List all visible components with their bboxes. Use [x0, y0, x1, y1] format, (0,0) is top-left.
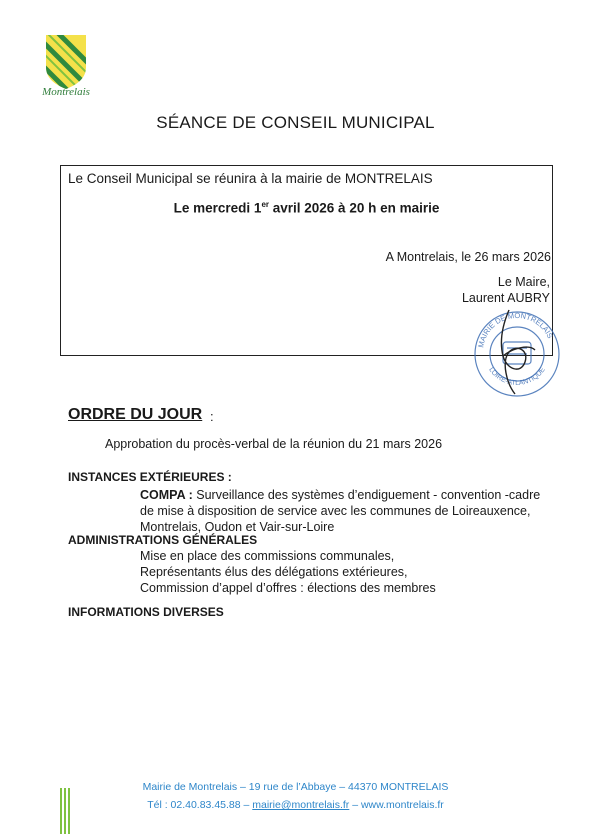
- section-title-informations: INFORMATIONS DIVERSES: [68, 605, 224, 619]
- mairie-stamp-signature: [473, 304, 561, 400]
- section-title-administrations: ADMINISTRATIONS GÉNÉRALES: [68, 533, 258, 547]
- agenda-item-compa: [140, 487, 550, 536]
- agenda-item: Commission d’appel d’offres : élections des membres: [140, 581, 436, 595]
- footer-contact: [0, 799, 591, 811]
- agenda-item: Mise en place des commissions communales,: [140, 549, 395, 563]
- footer-web[interactable]: – www.montrelais.fr: [349, 799, 444, 811]
- agenda-item: Représentants élus des délégations extérieures,: [140, 565, 408, 579]
- logo-text: Montrelais: [42, 86, 90, 98]
- page-title: SÉANCE DE CONSEIL MUNICIPAL: [156, 113, 435, 132]
- stamp-top-text: MAIRIE DE MONTRELAIS: [476, 310, 555, 349]
- agenda-item-compa-label: COMPA :: [140, 488, 193, 502]
- agenda-approbation: Approbation du procès-verbal de la réunion du 21 mars 2026: [105, 437, 443, 451]
- stamp-bottom-text: LOIRE-ATLANTIQUE: [487, 366, 547, 387]
- meeting-date: [60, 200, 553, 216]
- maire-title: Le Maire,: [497, 275, 550, 289]
- convocation-intro: Le Conseil Municipal se réunira à la mairie de MONTRELAIS: [68, 171, 433, 186]
- maire-name: Laurent AUBRY: [461, 291, 550, 305]
- footer-tel: Tél : 02.40.83.45.88 –: [147, 799, 253, 811]
- svg-text:MAIRIE DE MONTRELAIS: [476, 311, 555, 348]
- meeting-date-sup: er: [261, 200, 269, 209]
- place-date: A Montrelais, le 26 mars 2026: [385, 250, 551, 264]
- agenda-item-compa-text: Surveillance des systèmes d’endiguement - convention -cadre de mise à disposition de service avec les communes de Loireauxence, Montrelais, Oudon et Vair-sur-Loire: [140, 488, 541, 535]
- ordre-du-jour-heading: ORDRE DU JOUR: [68, 406, 203, 423]
- meeting-date-prefix: Le mercredi 1: [173, 200, 262, 216]
- section-title-instances: INSTANCES EXTÉRIEURES :: [68, 470, 232, 484]
- footer-email-link[interactable]: mairie@montrelais.fr: [252, 799, 350, 811]
- footer-decorative-bars: [58, 788, 72, 834]
- footer-address: Mairie de Montrelais – 19 rue de l’Abbaye – 44370 MONTRELAIS: [142, 781, 449, 793]
- ordre-du-jour-colon: :: [210, 409, 214, 424]
- meeting-date-suffix: avril 2026 à 20 h en mairie: [269, 200, 440, 216]
